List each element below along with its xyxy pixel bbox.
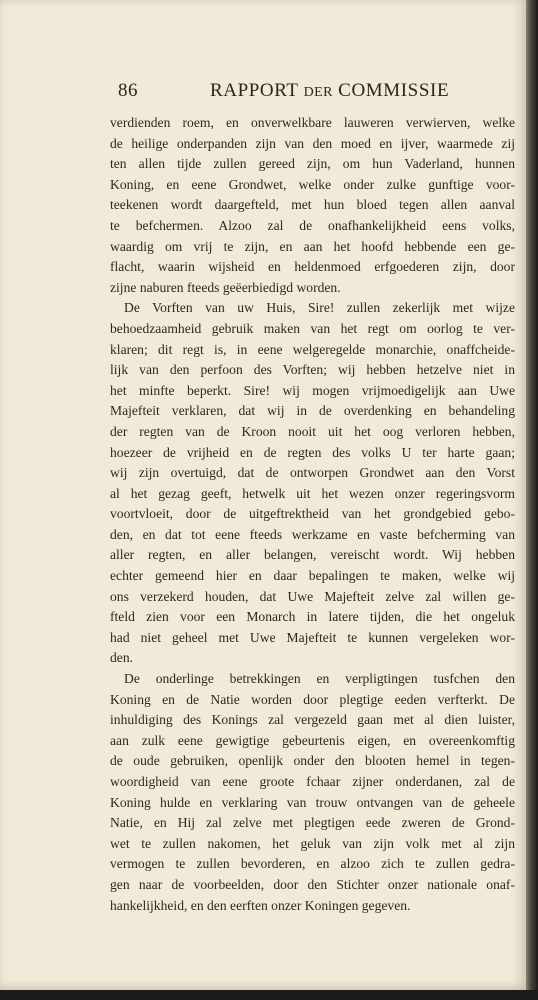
running-title xyxy=(210,80,449,102)
text-line: fteld zien voor een Monarch in latere tijden, die het ongeluk xyxy=(110,609,515,625)
text-line: Koning en de Natie worden door plegtige eeden verfterkt. De xyxy=(110,691,515,707)
text-line: der regten van de Kroon nooit uit het oog verloren hebben, xyxy=(110,423,515,439)
text-line: behoedzaamheid gebruik maken van het regt om oorlog te ver- xyxy=(110,320,515,336)
text-line: lijk van den perfoon des Vorften; wij hebben hetzelve niet in xyxy=(110,362,515,378)
text-line: aller regten, en aller belangen, vereischt wordt. Wij hebben xyxy=(110,547,515,563)
text-line: zijne naburen fteeds geëerbiedigd worden. xyxy=(110,279,341,295)
scan-background xyxy=(0,990,538,1000)
text-line: Majefteit verklaren, dat wij in de overdenking en behandeling xyxy=(110,403,515,419)
text-line: vermogen te zullen bevorderen, en alzoo zich te zullen gedra- xyxy=(110,856,515,872)
text-line: klaren; dit regt is, in eene welgeregelde monarchie, onaffcheide- xyxy=(110,341,515,357)
running-title-word-1: RAPPORT xyxy=(210,80,299,101)
text-line: den. xyxy=(110,650,134,666)
text-line: inhuldiging des Konings zal vergezeld gaan met al dien luister, xyxy=(110,712,515,728)
text-line: aan zulk eene gewigtige gebeurtenis eigen, en overeenkomftig xyxy=(110,732,515,748)
text-line: de heilige onderpanden zijn van den moed en ijver, waarmede zij xyxy=(110,135,515,151)
text-line: Koning, en eene Grondwet, welke onder zulke gunftige voor- xyxy=(110,176,515,192)
text-line: het minfte beperkt. Sire! wij mogen vrijmoedigelijk aan Uwe xyxy=(110,382,515,398)
text-line: voortvloeit, door de uitgeftrektheid van het grondgebied gebo- xyxy=(110,506,515,522)
text-line: Natie, en Hij zal zelve met plegtigen eede zweren de Grond- xyxy=(110,815,515,831)
text-line: Koning hulde en verklaring van trouw ontvangen van de geheele xyxy=(110,794,515,810)
text-line: wet te zullen nakomen, het geluk van zijn volk met al zijn xyxy=(110,835,515,851)
text-line: gen naar de voorbeelden, door den Stichter onzer nationale onaf- xyxy=(110,876,515,892)
text-line: echter gemeend hier en daar bepalingen te maken, welke wij xyxy=(110,568,515,584)
text-line: verdienden roem, en onverwelkbare lauweren verwierven, welke xyxy=(110,115,515,130)
text-line: de oude gebruiken, openlijk onder den blooten hemel in tegen- xyxy=(110,753,515,769)
running-title-word-2: DER xyxy=(303,85,333,100)
page-header xyxy=(118,80,450,104)
text-line: De onderlinge betrekkingen en verpligtingen tusfchen den xyxy=(124,671,515,687)
text-line: De Vorften van uw Huis, Sire! zullen zekerlijk met wijze xyxy=(124,300,515,316)
text-line: ten allen tijde zullen gereed zijn, om hun Vaderland, hunnen xyxy=(110,156,515,172)
body-text xyxy=(110,113,515,916)
text-line: hoezeer de vrijheid en de regten des volks U ter harte gaan; xyxy=(110,444,515,460)
text-line: wij zijn overtuigd, dat de ontworpen Grondwet aan den Vorst xyxy=(110,465,515,481)
book-spine-edge xyxy=(526,0,538,1000)
text-line: al het gezag geeft, hetwelk uit het wezen onzer regeringsvorm xyxy=(110,485,515,501)
text-line: te befchermen. Alzoo zal de onafhankelijkheid eens volks, xyxy=(110,217,515,233)
text-line: ons verzekerd houden, dat Uwe Majefteit zelve zal willen ge- xyxy=(110,588,515,604)
page-number: 86 xyxy=(118,80,138,101)
text-line: den, en dat tot eene fteeds werkzame en vaste befcherming van xyxy=(110,526,515,542)
text-line: teekenen wordt daargefteld, met hun bloed tegen allen aanval xyxy=(110,197,515,213)
text-line: had niet geheel met Uwe Majefteit te kunnen vergeleken wor- xyxy=(110,629,515,645)
text-line: waardig om vrij te zijn, en aan het hoofd hebbende een ge- xyxy=(110,238,515,254)
text-line: hankelijkheid, en den eerften onzer Koningen gegeven. xyxy=(110,897,411,913)
text-line: flacht, waarin wijsheid en heldenmoed erfgoederen zijn, door xyxy=(110,259,515,275)
running-title-word-3: COMMISSIE xyxy=(338,80,450,101)
text-line: woordigheid van eene groote fchaar zijner onderdanen, zal de xyxy=(110,774,515,789)
